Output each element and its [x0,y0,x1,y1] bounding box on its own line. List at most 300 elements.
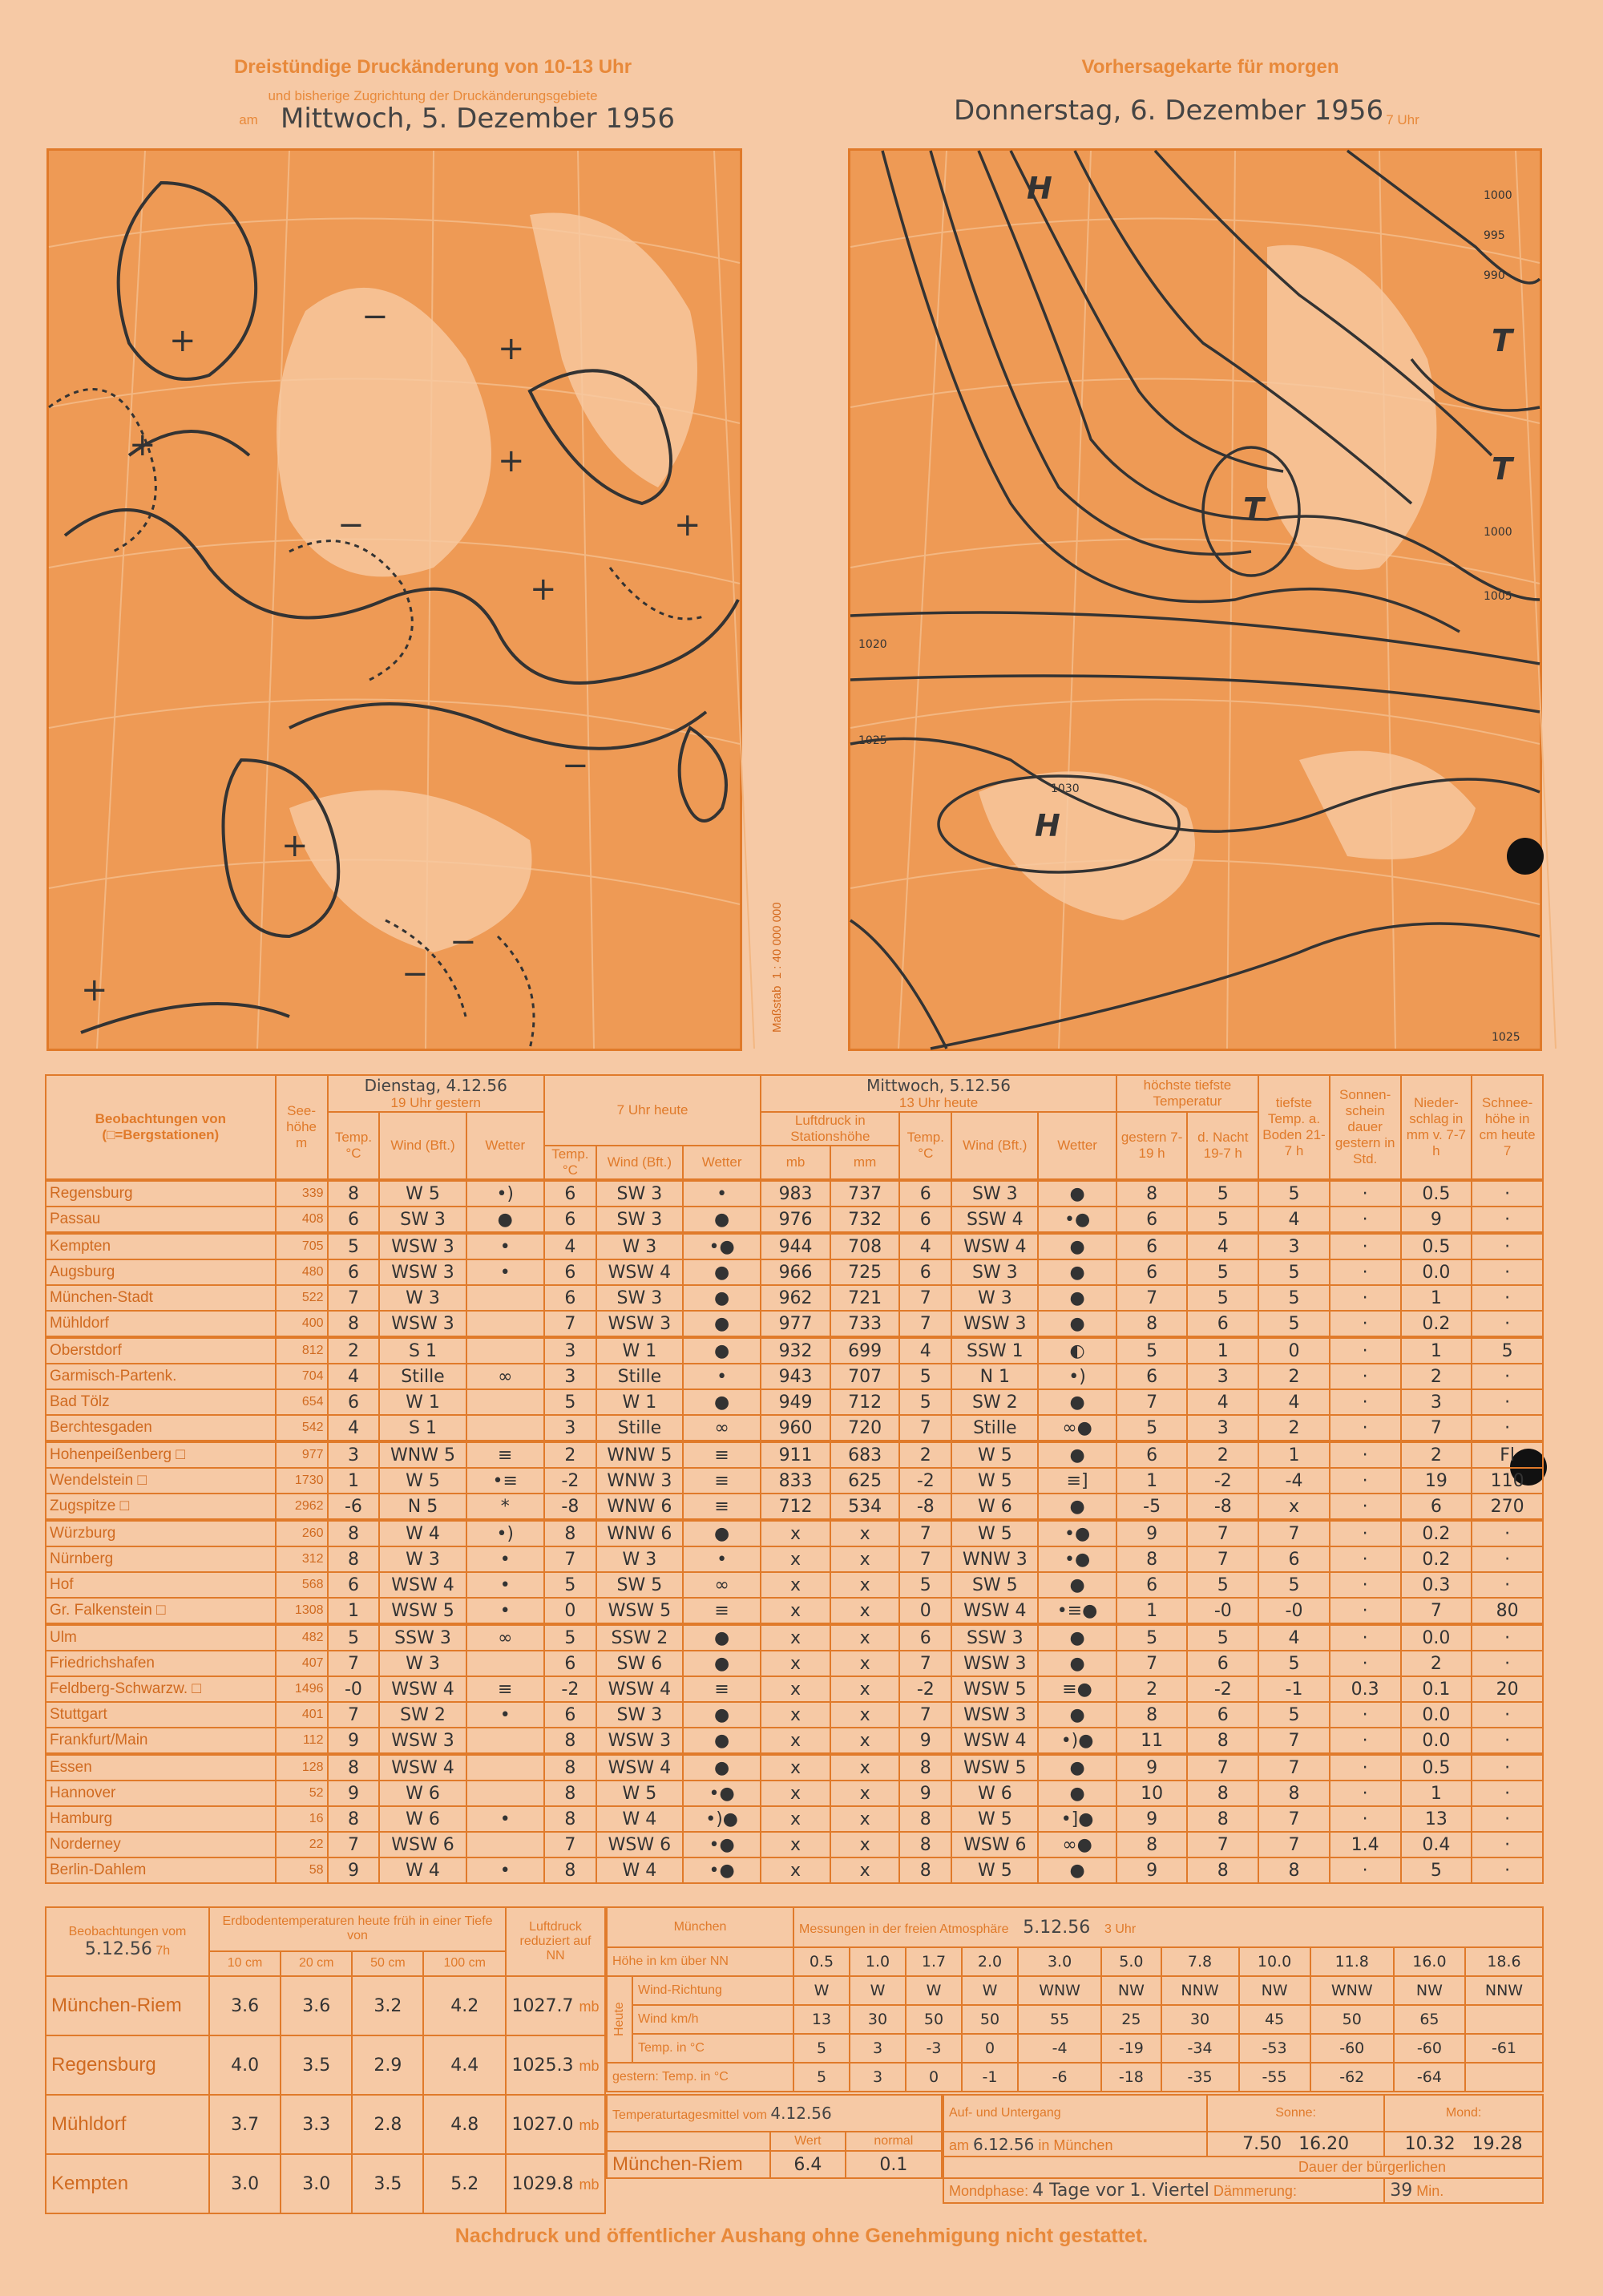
svg-text:1025: 1025 [1492,1031,1520,1044]
soil-row [46,1976,605,2035]
cell-wx13: ● [1038,1754,1116,1781]
mond-label: Mond: [1384,2095,1543,2132]
cell-max: 6 [1116,1441,1188,1468]
cell-wx19 [466,1781,544,1806]
cell-wx19 [466,1389,544,1415]
cell-bod: 8 [1258,1857,1330,1883]
header-wind: Wind (Bft.) [596,1146,683,1180]
cell-mb: 712 [761,1494,830,1520]
cell-w7: WSW 3 [596,1311,683,1337]
cell-sun: · [1330,1728,1401,1754]
soil-temperature-table [45,1906,606,2214]
soil-row [46,2035,605,2095]
soil-obs-date: Beobachtungen vom 5.12.56 7h [46,1907,209,1976]
cell-sn: · [1472,1233,1543,1259]
cell-sn: 80 [1472,1598,1543,1624]
cell-sun: 0.3 [1330,1676,1401,1702]
cell-sun: · [1330,1207,1401,1233]
cell-pr: 0.0 [1401,1259,1472,1285]
cell-sun: · [1330,1781,1401,1806]
cell-mb: x [761,1546,830,1572]
cell-t13: 2 [899,1441,951,1468]
upper-air-value: -61 [1465,2034,1543,2063]
right-map-time: 7 Uhr [1386,112,1419,127]
cell-w7: WNW 6 [596,1520,683,1546]
table-row [46,1754,1543,1781]
cell-wx7: ● [683,1311,761,1337]
upper-air-value: NNW [1465,1976,1543,2005]
cell-pr: 0.4 [1401,1832,1472,1857]
cell-t7: 6 [544,1702,596,1728]
cell-mm: x [830,1806,900,1832]
cell-w19: W 3 [379,1285,466,1311]
cell-sun: · [1330,1311,1401,1337]
station-height: 812 [276,1337,328,1364]
upper-air-value: NW [1239,1976,1310,2005]
upper-air-label: gestern: Temp. in °C [607,2063,793,2092]
cell-min: 5 [1187,1180,1258,1207]
cell-sun: · [1330,1415,1401,1441]
cell-min: 5 [1187,1259,1258,1285]
cell-wx7: ● [683,1728,761,1754]
cell-sn: · [1472,1754,1543,1781]
cell-w13: Stille [951,1415,1038,1441]
cell-mb: 833 [761,1468,830,1494]
cell-wx13: ● [1038,1857,1116,1883]
cell-wx7: ≡ [683,1494,761,1520]
cell-sn: · [1472,1259,1543,1285]
cell-bod: -4 [1258,1468,1330,1494]
cell-w13: SW 5 [951,1572,1038,1598]
cell-w13: WSW 4 [951,1598,1038,1624]
cell-sn: · [1472,1572,1543,1598]
station-name: Bad Tölz [46,1389,276,1415]
svg-text:1000: 1000 [1484,189,1512,202]
upper-air-row [607,2005,1543,2034]
cell-t19: 7 [328,1702,380,1728]
cell-pr: 6 [1401,1494,1472,1520]
depth-100: 100 cm [423,1951,506,1976]
cell-sn: Fl [1472,1441,1543,1468]
cell-t19: 8 [328,1311,380,1337]
table-row [46,1676,1543,1702]
upper-air-row [607,1976,1543,2005]
cell-wx7: ● [683,1337,761,1364]
cell-min: 1 [1187,1337,1258,1364]
station-name: Augsburg [46,1259,276,1285]
cell-wx7: • [683,1546,761,1572]
table-row [46,1415,1543,1441]
station-height: 400 [276,1311,328,1337]
cell-t7: 7 [544,1546,596,1572]
upper-air-value: 16.0 [1394,1947,1465,1976]
header-wetter: Wetter [1038,1112,1116,1180]
cell-mm: x [830,1624,900,1651]
cell-t13: 6 [899,1259,951,1285]
cell-w19: W 6 [379,1781,466,1806]
upper-air-value: 5.0 [1101,1947,1161,1976]
station-name: Feldberg-Schwarzw. □ [46,1676,276,1702]
soil-pressure: 1027.7 mb [506,1976,605,2035]
cell-t7: 3 [544,1337,596,1364]
station-name: Hohenpeißenberg □ [46,1441,276,1468]
cell-w13: WSW 3 [951,1651,1038,1676]
pressure-change-map [46,148,784,1051]
cell-w7: WSW 4 [596,1754,683,1781]
cell-w7: W 3 [596,1233,683,1259]
cell-w7: SW 3 [596,1702,683,1728]
pressure-change-map-drawing [49,151,740,1049]
forecast-map [848,148,1542,1051]
cell-t19: 9 [328,1728,380,1754]
depth-10: 10 cm [209,1951,281,1976]
upper-air-value [1465,2063,1543,2092]
header-nacht: d. Nacht 19-7 h [1187,1112,1258,1180]
upper-air-value: WNW [1018,1976,1101,2005]
upper-air-station: München [607,1907,793,1947]
svg-text:+: + [498,330,525,367]
cell-wx19: •≡ [466,1468,544,1494]
upper-air-value: NW [1101,1976,1161,2005]
cell-sun: · [1330,1494,1401,1520]
cell-sn: · [1472,1806,1543,1832]
cell-sun: · [1330,1806,1401,1832]
cell-t13: 9 [899,1728,951,1754]
cell-sn: · [1472,1415,1543,1441]
cell-sun: · [1330,1468,1401,1494]
cell-w19: WSW 4 [379,1572,466,1598]
cell-bod: 0 [1258,1337,1330,1364]
station-height: 408 [276,1207,328,1233]
station-name: Berlin-Dahlem [46,1857,276,1883]
header-sonne: Sonnen-schein dauer gestern in Std. [1330,1075,1401,1180]
cell-t7: 6 [544,1207,596,1233]
upper-air-row [607,2034,1543,2063]
depth-20: 20 cm [281,1951,352,1976]
header-wetter: Wetter [683,1146,761,1180]
cell-wx7: •● [683,1781,761,1806]
cell-bod: 5 [1258,1180,1330,1207]
station-height: 568 [276,1572,328,1598]
cell-w7: WSW 3 [596,1728,683,1754]
cell-t7: 8 [544,1781,596,1806]
cell-w19: WSW 4 [379,1754,466,1781]
upper-air-value: -3 [906,2034,962,2063]
cell-w13: WSW 4 [951,1233,1038,1259]
station-name: Würzburg [46,1520,276,1546]
cell-mb: 949 [761,1389,830,1415]
upper-air-value: 3 [850,2034,906,2063]
cell-max: 5 [1116,1337,1188,1364]
upper-air-value: 50 [1310,2005,1394,2034]
cell-wx13: ● [1038,1702,1116,1728]
cell-t13: 7 [899,1520,951,1546]
upper-air-value: -55 [1239,2063,1310,2092]
cell-w19: WNW 5 [379,1441,466,1468]
cell-w19: W 6 [379,1806,466,1832]
station-height: 339 [276,1180,328,1207]
soil-station: Mühldorf [46,2095,209,2154]
cell-sn: · [1472,1285,1543,1311]
cell-max: 7 [1116,1389,1188,1415]
cell-w19: W 5 [379,1468,466,1494]
cell-wx19 [466,1337,544,1364]
cell-t19: -0 [328,1676,380,1702]
soil-title: Erdbodentemperaturen heute früh in einer Tiefe von [209,1907,506,1951]
cell-wx7: ∞ [683,1415,761,1441]
soil-temp: 3.0 [281,2154,352,2213]
daily-mean-normal: 0.1 [846,2151,942,2178]
cell-sun: · [1330,1546,1401,1572]
cell-wx7: •● [683,1832,761,1857]
cell-wx19: ∞ [466,1624,544,1651]
cell-wx19 [466,1285,544,1311]
cell-wx7: •)● [683,1806,761,1832]
cell-pr: 0.0 [1401,1728,1472,1754]
cell-w19: N 5 [379,1494,466,1520]
cell-bod: 5 [1258,1259,1330,1285]
svg-text:T: T [1492,451,1512,487]
cell-t13: 9 [899,1781,951,1806]
cell-w7: W 5 [596,1781,683,1806]
svg-text:+: + [674,507,701,544]
soil-temp: 3.5 [352,2154,423,2213]
cell-w13: W 5 [951,1468,1038,1494]
upper-air-value: 30 [1161,2005,1239,2034]
svg-text:+: + [530,571,557,608]
upper-air-value: 25 [1101,2005,1161,2034]
cell-w19: W 1 [379,1389,466,1415]
upper-air-value: -60 [1310,2034,1394,2063]
cell-w7: W 1 [596,1389,683,1415]
soil-station: Regensburg [46,2035,209,2095]
soil-temp: 2.9 [352,2035,423,2095]
soil-temp: 3.7 [209,2095,281,2154]
soil-temp: 3.5 [281,2035,352,2095]
cell-pr: 7 [1401,1598,1472,1624]
station-name: Stuttgart [46,1702,276,1728]
depth-50: 50 cm [352,1951,423,1976]
sun-moon-table [943,2094,1544,2204]
cell-sun: · [1330,1520,1401,1546]
cell-bod: x [1258,1494,1330,1520]
soil-pressure: 1027.0 mb [506,2095,605,2154]
upper-air-value: -19 [1101,2034,1161,2063]
cell-sn: · [1472,1702,1543,1728]
cell-mb: x [761,1651,830,1676]
station-height: 654 [276,1389,328,1415]
cell-sn: · [1472,1832,1543,1857]
svg-text:995: 995 [1484,229,1505,242]
cell-w19: WSW 4 [379,1676,466,1702]
cell-wx7: • [683,1364,761,1389]
cell-min: 3 [1187,1415,1258,1441]
cell-min: 4 [1187,1233,1258,1259]
upper-air-value: 5 [793,2034,850,2063]
cell-wx7: ● [683,1259,761,1285]
upper-air-value: 1.0 [850,1947,906,1976]
station-name: Passau [46,1207,276,1233]
cell-sun: · [1330,1441,1401,1468]
upper-air-label: Wind km/h [632,2005,793,2034]
cell-wx13: ● [1038,1624,1116,1651]
cell-pr: 19 [1401,1468,1472,1494]
cell-w13: W 5 [951,1520,1038,1546]
cell-sn: · [1472,1364,1543,1389]
cell-wx19: • [466,1546,544,1572]
station-height: 22 [276,1832,328,1857]
station-name: Essen [46,1754,276,1781]
cell-wx19 [466,1832,544,1857]
cell-mb: 977 [761,1311,830,1337]
header-height: See-höhe m [276,1075,328,1180]
cell-t13: 7 [899,1415,951,1441]
soil-temp: 3.6 [281,1976,352,2035]
cell-mm: 699 [830,1337,900,1364]
cell-wx13: ● [1038,1781,1116,1806]
cell-wx7: • [683,1180,761,1207]
cell-t13: 6 [899,1180,951,1207]
upper-air-value: 3.0 [1018,1947,1101,1976]
cell-wx19: •) [466,1520,544,1546]
cell-t7: 3 [544,1415,596,1441]
cell-max: -5 [1116,1494,1188,1520]
cell-mm: x [830,1572,900,1598]
cell-mb: x [761,1857,830,1883]
cell-wx19 [466,1651,544,1676]
cell-sun: · [1330,1233,1401,1259]
upper-air-header: Messungen in der freien Atmosphäre 5.12.56 3 Uhr [793,1907,1543,1947]
upper-air-label: Wind-Richtung [632,1976,793,2005]
cell-sun: · [1330,1754,1401,1781]
cell-pr: 1 [1401,1285,1472,1311]
daily-mean-wert: 6.4 [770,2151,846,2178]
cell-bod: 1 [1258,1441,1330,1468]
cell-bod: 5 [1258,1702,1330,1728]
cell-t13: 5 [899,1572,951,1598]
cell-wx19 [466,1311,544,1337]
cell-t13: -2 [899,1676,951,1702]
punch-hole [1507,838,1544,875]
table-row [46,1337,1543,1364]
cell-t19: 4 [328,1364,380,1389]
cell-wx19: ≡ [466,1441,544,1468]
cell-w13: SSW 3 [951,1624,1038,1651]
cell-wx13: ● [1038,1389,1116,1415]
cell-t19: 8 [328,1180,380,1207]
cell-sun: · [1330,1598,1401,1624]
upper-air-value: W [906,1976,962,2005]
svg-text:T: T [1492,323,1512,358]
upper-air-value: -35 [1161,2063,1239,2092]
soil-row [46,2154,605,2213]
soil-temp: 4.2 [423,1976,506,2035]
station-height: 542 [276,1415,328,1441]
cell-mb: 932 [761,1337,830,1364]
cell-w13: SW 3 [951,1180,1038,1207]
map-scale: Maßstab 1 : 40 000 000 [770,902,784,1033]
cell-w13: SW 3 [951,1259,1038,1285]
cell-mm: x [830,1651,900,1676]
soil-temp: 5.2 [423,2154,506,2213]
cell-w7: SSW 2 [596,1624,683,1651]
cell-w7: W 1 [596,1337,683,1364]
cell-t7: 4 [544,1233,596,1259]
cell-w7: WNW 3 [596,1468,683,1494]
cell-w19: Stille [379,1364,466,1389]
soil-pressure: 1025.3 mb [506,2035,605,2095]
station-height: 480 [276,1259,328,1285]
cell-min: 8 [1187,1806,1258,1832]
right-map-date: Donnerstag, 6. Dezember 1956 [954,95,1384,127]
cell-w7: SW 3 [596,1207,683,1233]
cell-bod: -0 [1258,1598,1330,1624]
cell-max: 8 [1116,1702,1188,1728]
upper-air-value: WNW [1310,1976,1394,2005]
cell-min: 8 [1187,1857,1258,1883]
upper-air-value: W [962,1976,1018,2005]
station-height: 401 [276,1702,328,1728]
cell-max: 7 [1116,1651,1188,1676]
daily-mean-label: Temperaturtagesmittel vom 4.12.56 [607,2095,942,2132]
cell-t19: 6 [328,1259,380,1285]
soil-station: Kempten [46,2154,209,2213]
cell-t7: 5 [544,1624,596,1651]
svg-text:H: H [1027,171,1052,206]
cell-t13: 7 [899,1311,951,1337]
header-station: Beobachtungen von (□=Bergstationen) [46,1075,276,1180]
cell-mm: x [830,1728,900,1754]
cell-sn: 5 [1472,1337,1543,1364]
upper-air-value: -4 [1018,2034,1101,2063]
upper-air-table [606,1906,1544,2092]
header-mm: mm [830,1146,900,1180]
cell-wx13: ∞● [1038,1415,1116,1441]
cell-wx19: • [466,1857,544,1883]
cell-t13: 7 [899,1285,951,1311]
cell-sn: · [1472,1728,1543,1754]
cell-wx7: ● [683,1285,761,1311]
header-wind: Wind (Bft.) [379,1112,466,1180]
cell-wx13: ● [1038,1572,1116,1598]
upper-air-value: W [850,1976,906,2005]
upper-air-value: -53 [1239,2034,1310,2063]
cell-mm: 708 [830,1233,900,1259]
wert-label: Wert [770,2132,846,2151]
cell-w19: WSW 5 [379,1598,466,1624]
cell-wx19: ● [466,1207,544,1233]
cell-t7: 8 [544,1857,596,1883]
cell-wx13: ● [1038,1311,1116,1337]
cell-max: 6 [1116,1207,1188,1233]
station-height: 58 [276,1857,328,1883]
sun-moon-label: Auf- und Untergang [943,2095,1207,2132]
cell-min: 7 [1187,1832,1258,1857]
cell-min: 5 [1187,1572,1258,1598]
cell-pr: 0.0 [1401,1624,1472,1651]
cell-max: 5 [1116,1624,1188,1651]
cell-bod: 2 [1258,1415,1330,1441]
cell-t19: 6 [328,1207,380,1233]
soil-temp: 4.4 [423,2035,506,2095]
mondphase: Mondphase: 4 Tage vor 1. Viertel Dämmerung: [943,2178,1384,2203]
cell-t7: 3 [544,1364,596,1389]
cell-sn: 110 [1472,1468,1543,1494]
cell-w13: WSW 5 [951,1754,1038,1781]
upper-air-value: NNW [1161,1976,1239,2005]
header-wetter: Wetter [466,1112,544,1180]
cell-mb: 943 [761,1364,830,1389]
